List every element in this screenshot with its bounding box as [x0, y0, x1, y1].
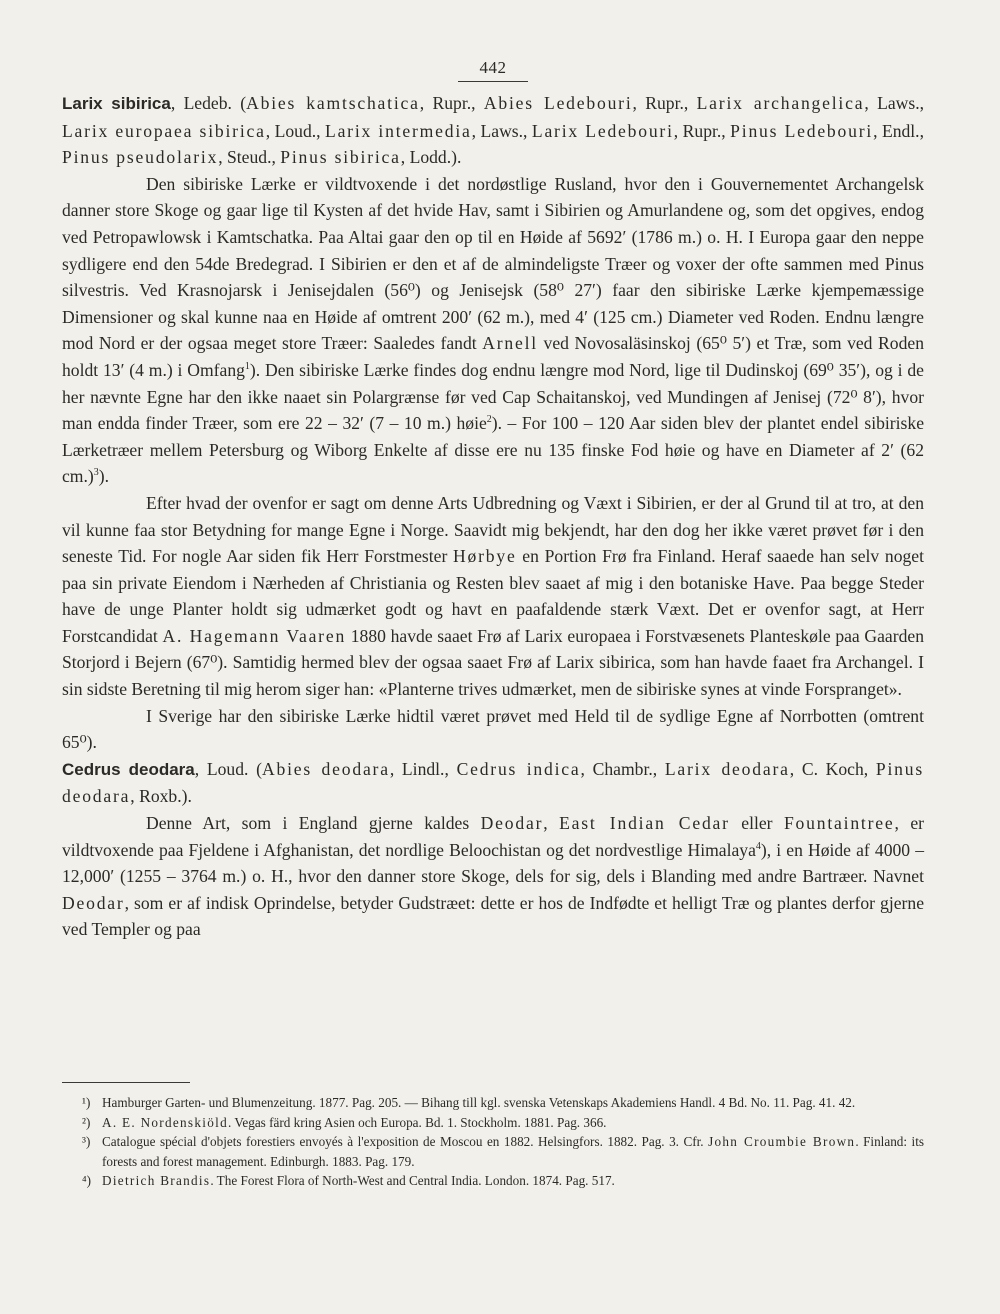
synonym: Larix europaea sibirica [62, 120, 266, 141]
page-number-rule [458, 81, 528, 82]
synonym: Cedrus indica [456, 758, 581, 779]
footnote-author: A. E. Nordenskiöld [102, 1114, 228, 1130]
synonym: Pinus deodara [62, 758, 925, 807]
person-name: Arnell [482, 333, 538, 354]
synonym: Abies Ledebouri [483, 93, 633, 113]
species-name-larix-sibirica: Larix sibirica [62, 94, 171, 113]
common-name: Fountaintree [783, 813, 895, 834]
common-name: East Indian Cedar [559, 813, 730, 834]
footnote-text: Dietrich Brandis. The Forest Flora of North-West and Central India. London. 1874. Pag. 517. [102, 1173, 615, 1189]
common-name: Deodar [480, 813, 544, 834]
synonym: Abies deodara [261, 758, 390, 779]
footnote [62, 1113, 924, 1133]
footnote-reference: 2 [486, 414, 492, 426]
footnote-author: Dietrich Brandis [102, 1173, 211, 1189]
footnote-mark: ⁴) [82, 1173, 91, 1189]
synonym: Pinus pseudolarix [62, 147, 219, 168]
footnote-author: John Croumbie Brown [708, 1134, 856, 1150]
synonym: Pinus Ledebouri [730, 120, 874, 141]
page-content [62, 58, 924, 943]
footnote-text: A. E. Nordenskiöld. Vegas färd kring Asien och Europa. Bd. 1. Stockholm. 1881. Pag. 366. [102, 1114, 607, 1130]
paragraph-norway: Efter hvad der ovenfor er sagt om denne Arts Udbredning og Væxt i Sibirien, er der al Grund til at tro, at den vil kunne faa stor Betydning for mange Egne i Norge. Saavidt mig bekjendt, har den dog her ikke været prøvet før i den seneste Tid. For nogle Aar siden fik Herr Forstmester Hørbye en Portion Frø fra Finland. Heraf saaede han selv noget paa sin private Eiendom i Nærheden af Christiania og Resten blev saaet af mig i den botaniske Have. Paa begge Steder have de unge Planter holdt sig udmærket godt og havt en paafaldende stærk Væxt. Det er ovenfor sagt, at Herr Forstcandidat A. Hagemann Vaaren 1880 havde saaet Frø af Larix europaea i Forstvæsenets Planteskøle paa Gaarden Storjord i Bejern (67⁰). Samtidig hermed blev der ogsaa saaet Frø af Larix sibirica, som han havde faaet fra Archangel. I sin sidste Beretning til mig herom siger han: «Planterne trives udmærket, men de sibiriske synes at vinde Forspranget». [62, 492, 924, 700]
paragraph-distribution: Den sibiriske Lærke er vildtvoxende i det nordøstlige Rusland, hvor den i Gouvernementet Archangelsk danner store Skoge og gaar lige til Kysten af det hvide Hav, samt i Sibirien og Amurlandene og, som det opgives, endog ved Petropawlowsk i Kamtschatka. Paa Altai gaar den op til en Høide af 5692′ (1786 m.) o. H. I Europa gaar den neppe sydligere end den 54de Bredegrad. I Sibirien er den et af de almindeligste Træer og voxer der ofte sammen med Pinus silvestris. Ved Krasnojarsk i Jenisejdalen (56⁰) og Jenisejsk (58⁰ 27′) faar den sibiriske Lærke kjempemæssige Dimensioner og skal kunne naa en Høide af omtrent 200′ (62 m.), med 4′ (125 cm.) Diameter ved Roden. Endnu længre mod Nord er der ogsaa meget store Træer: Saaledes fandt Arnell ved Novosaläsinskoj (65⁰ 5′) et Træ, som ved Roden holdt 13′ (4 m.) i Omfang$^1$). Den sibiriske Lærke findes dog endnu længre mod Nord, lige til Dudinskoj (69⁰ 35′), og i de her nævnte Egne har den ikke naaet sin Polargrænse før ved Cap Schaitanskoj, ved Mundingen af Jenisej (72⁰ 8′), hvor man endda finder Træer, som ere 22 – 32′ (7 – 10 m.) høie$^2$). – For 100 – 120 Aar siden blev der plantet endel sibiriske Lærketræer mellem Petersburg og Wiborg Enkelte af disse ere nu 135 finske Fod høie og have en Diameter af 2′ (62 cm.)$^3$). [62, 173, 925, 487]
person-name: A. Hagemann Vaaren [162, 625, 347, 646]
footnote-mark: ²) [82, 1114, 91, 1130]
paragraph-deodar: Denne Art, som i England gjerne kaldes Deodar, East Indian Cedar eller Fountaintree, er vildtvoxende paa Fjeldene i Afghanistan, det nordlige Beloochistan og det nordvestlige Himalaya$^4$), i en Høide af 4000 – 12,000′ (1255 – 3764 m.) o. H., hvor den danner store Skoge, dels for sig, dels i Blanding med andre Bartræer. Navnet Deodar, som er af indisk Oprindelse, betyder Gudstræet: dette er hos de Indfødte et helligt Træ og plantes derfor gjerne ved Templer og paa [62, 813, 924, 940]
synonym: Larix archangelica [696, 93, 865, 113]
footnote-mark: ¹) [82, 1095, 91, 1110]
synonym: Larix deodara [664, 758, 790, 779]
footnote-rule [62, 1082, 190, 1083]
footnote [62, 1093, 924, 1113]
larix-heading-paragraph: Larix sibirica, Ledeb. (Abies kamtschatica, Rupr., Abies Ledebouri, Rupr., Larix archangelica, Laws., Larix europaea sibirica, Loud., Larix intermedia, Laws., Larix Ledebouri, Rupr., Pinus Ledebouri, Endl., Pinus pseudolarix, Steud., Pinus sibirica, Lodd.). [62, 93, 924, 168]
footnote [62, 1132, 924, 1171]
footnote-reference: 4 [755, 840, 761, 852]
synonym: Pinus sibirica [280, 147, 401, 168]
species-name-cedrus-deodara: Cedrus deodara [62, 759, 195, 779]
common-name: Deodar [62, 892, 125, 913]
paragraph-sweden: I Sverige har den sibiriske Lærke hidtil været prøvet med Held til de sydlige Egne af Norrbotten (omtrent 65⁰). [62, 705, 924, 753]
synonym: Larix intermedia [325, 120, 472, 141]
footnote-text: Catalogue spécial d'objets forestiers envoyés à l'exposition de Moscou en 1882. Helsingfors. 1882. Pag. 3. Cfr. John Croumbie Brown. Finland: its forests and forest management. Edinburgh. 1883. Pag. 179. [102, 1134, 924, 1169]
footnote-mark: ³) [82, 1134, 91, 1150]
footnote [62, 1171, 924, 1191]
synonym: Larix Ledebouri [531, 120, 674, 141]
page-number: 442 [479, 58, 507, 77]
footnotes [62, 1082, 924, 1191]
synonym: Abies kamtschatica [246, 93, 420, 113]
person-name: Hørbye [453, 546, 517, 567]
footnote-text: Hamburger Garten- und Blumenzeitung. 1877. Pag. 205. — Bihang till kgl. svenska Vetenskaps Akademiens Handl. 4 Bd. No. 11. Pag. 41. 42. [102, 1095, 856, 1110]
footnote-reference: 3 [93, 467, 99, 479]
body-text [62, 90, 924, 943]
footnote-reference: 1 [244, 361, 250, 373]
cedrus-heading-paragraph: Cedrus deodara, Loud. (Abies deodara, Lindl., Cedrus indica, Chambr., Larix deodara, C. Koch, Pinus deodara, Roxb.). [62, 758, 925, 807]
